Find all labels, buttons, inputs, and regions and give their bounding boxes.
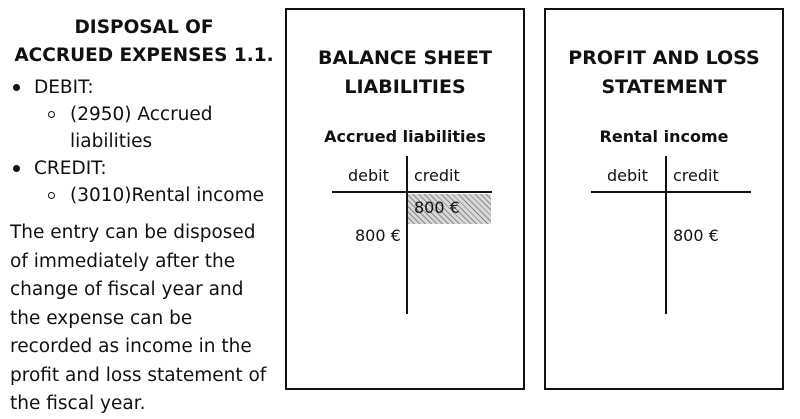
balance-sheet-panel: [285, 8, 525, 390]
journal-entry-list: [10, 74, 278, 209]
debit-sublist: [10, 101, 278, 155]
disposal-title: [10, 14, 278, 70]
profit-loss-title-line1: PROFIT AND LOSS: [568, 47, 760, 69]
credit-amount: 800 €: [414, 198, 460, 217]
profit-loss-title-line2: STATEMENT: [601, 76, 727, 98]
credit-account: (3010)Rental income: [34, 182, 278, 209]
credit-entry: [10, 155, 278, 209]
debit-account: (2950) Accrued liabilities: [34, 101, 278, 155]
profit-loss-title: [546, 44, 782, 102]
t-account-debit-header: debit: [607, 166, 648, 185]
t-account-credit-header: credit: [414, 166, 460, 185]
debit-amount: 800 €: [355, 226, 401, 245]
credit-sublist: [10, 182, 278, 209]
t-account-horizontal-line: [591, 191, 751, 193]
accrued-liabilities-account-name: Accrued liabilities: [324, 127, 486, 146]
t-account-horizontal-line: [332, 191, 492, 193]
balance-sheet-title-line1: BALANCE SHEET: [318, 47, 492, 69]
credit-label: CREDIT:: [34, 158, 107, 179]
t-account-vertical-line: [665, 156, 667, 314]
debit-label: DEBIT:: [34, 77, 94, 98]
balance-sheet-title: [287, 44, 523, 102]
profit-loss-panel: [544, 8, 784, 390]
disposal-title-line2: ACCRUED EXPENSES 1.1.: [14, 45, 274, 66]
debit-entry: [10, 74, 278, 155]
credit-amount: 800 €: [673, 226, 719, 245]
balance-sheet-title-line2: LIABILITIES: [344, 76, 466, 98]
t-account-credit-header: credit: [673, 166, 719, 185]
explanation-text: The entry can be disposed of immediately after the change of fiscal year and the expense can be recorded as income in the profit and loss statement of the fiscal year.: [10, 222, 267, 414]
t-account-vertical-line: [406, 156, 408, 314]
t-account-debit-header: debit: [348, 166, 389, 185]
rental-income-account-name: Rental income: [599, 127, 729, 146]
disposal-explanation: [10, 14, 278, 419]
disposal-title-line1: DISPOSAL OF: [74, 17, 214, 38]
